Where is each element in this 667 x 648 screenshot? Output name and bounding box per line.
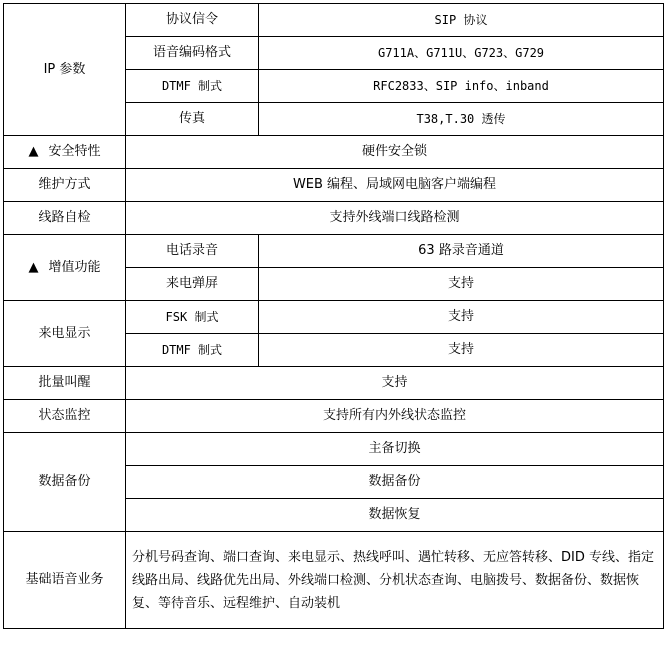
value-added-label (4, 235, 126, 301)
row-label: 状态监控 (4, 400, 126, 433)
cell-value: T38,T.30 透传 (259, 103, 664, 136)
table-row (4, 301, 664, 334)
row-label: 安全特性 (48, 144, 101, 159)
row-label: 批量叫醒 (4, 367, 126, 400)
spec-table (3, 3, 664, 629)
table-row (4, 400, 664, 433)
cell-value: 支持 (259, 268, 664, 301)
sub-label: DTMF 制式 (126, 70, 259, 103)
cell-value: 主备切换 (126, 433, 664, 466)
sub-label: 来电弹屏 (126, 268, 259, 301)
sub-label: FSK 制式 (126, 301, 259, 334)
row-label: 增值功能 (48, 259, 101, 275)
table-row (4, 367, 664, 400)
security-label (4, 136, 126, 169)
row-label: 维护方式 (4, 169, 126, 202)
cell-value: G711A、G711U、G723、G729 (259, 37, 664, 70)
cell-value: 支持 (259, 334, 664, 367)
cell-value: 支持所有内外线状态监控 (126, 400, 664, 433)
cell-value: 支持 (259, 301, 664, 334)
sub-label: 协议信令 (126, 4, 259, 37)
cell-value: 硬件安全锁 (126, 136, 664, 169)
table-row (4, 169, 664, 202)
cell-value: RFC2833、SIP info、inband (259, 70, 664, 103)
sub-label: 传真 (126, 103, 259, 136)
cell-value: WEB 编程、局域网电脑客户端编程 (126, 169, 664, 202)
ip-params-label: IP 参数 (4, 4, 126, 136)
cell-value: SIP 协议 (259, 4, 664, 37)
cell-value: 数据备份 (126, 466, 664, 499)
table-row (4, 532, 664, 629)
sub-label: 电话录音 (126, 235, 259, 268)
table-row (4, 4, 664, 37)
triangle-marker-icon: ▲ (28, 144, 39, 159)
caller-id-label: 来电显示 (4, 301, 126, 367)
table-row (4, 433, 664, 466)
row-label: 基础语音业务 (4, 532, 126, 629)
table-row (4, 136, 664, 169)
sub-label: 语音编码格式 (126, 37, 259, 70)
basic-voice-services: 分机号码查询、端口查询、来电显示、热线呼叫、遇忙转移、无应答转移、DID 专线、指定线路出局、线路优先出局、外线端口检测、分机状态查询、电脑拨号、数据备份、数据恢复、等待音乐、远程维护、自动装机 (126, 532, 664, 629)
cell-value: 支持 (126, 367, 664, 400)
cell-value: 63 路录音通道 (259, 235, 664, 268)
table-row (4, 235, 664, 268)
backup-label: 数据备份 (4, 433, 126, 532)
triangle-marker-icon: ▲ (28, 259, 39, 275)
table-row (4, 202, 664, 235)
row-label: 线路自检 (4, 202, 126, 235)
cell-value: 数据恢复 (126, 499, 664, 532)
cell-value: 支持外线端口线路检测 (126, 202, 664, 235)
sub-label: DTMF 制式 (126, 334, 259, 367)
